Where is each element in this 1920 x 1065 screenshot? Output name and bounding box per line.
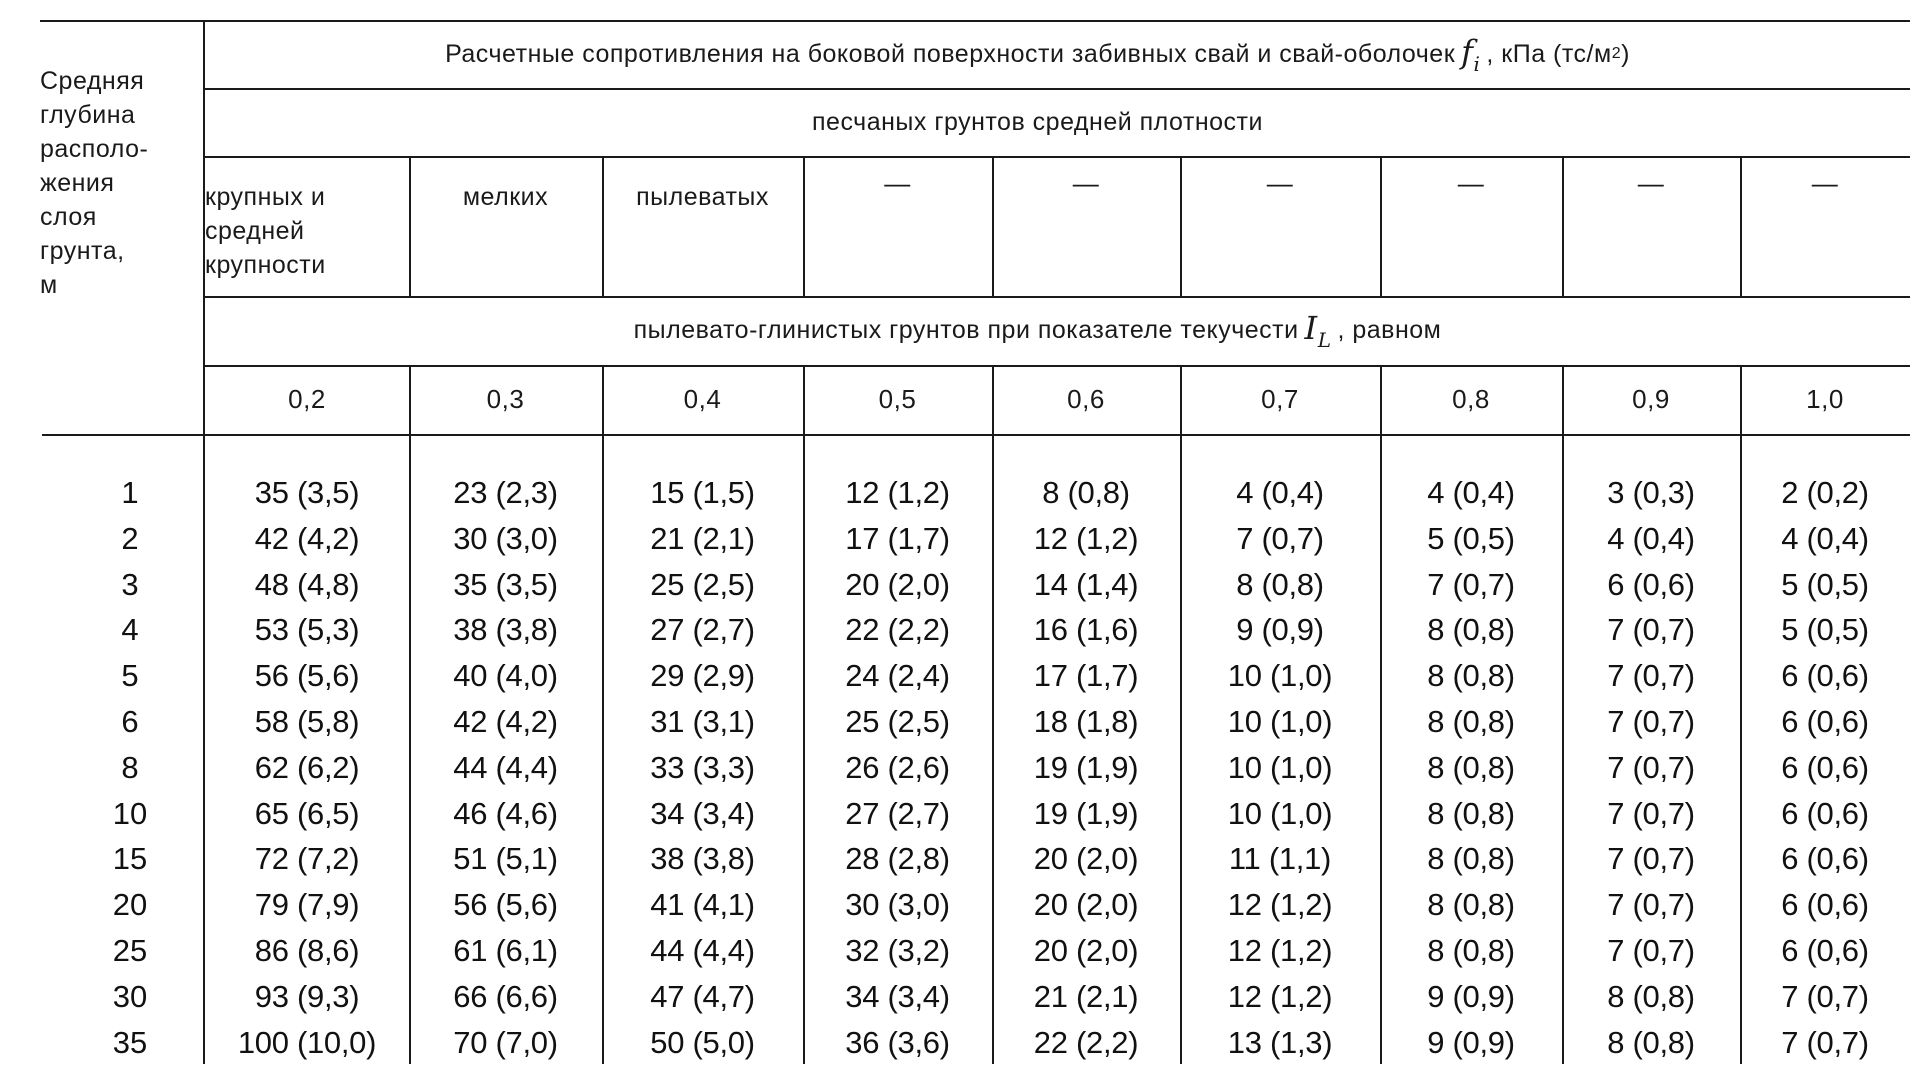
resistance-value: 35 (3,5): [254, 475, 360, 510]
sand-type-dash: —: [884, 168, 911, 198]
resistance-value: 7 (0,7): [1781, 1025, 1869, 1060]
resistance-value: 70 (7,0): [453, 1025, 558, 1060]
resistance-value: 8 (0,8): [1427, 612, 1515, 647]
resistance-value: 10 (1,0): [1227, 658, 1333, 693]
resistance-value: 7 (0,7): [1607, 887, 1695, 922]
resistance-value: 20 (2,0): [845, 567, 950, 602]
resistance-value: 25 (2,5): [650, 567, 755, 602]
sand-type-line: мелких: [462, 183, 549, 211]
resistance-value: 8 (0,8): [1427, 796, 1515, 831]
resistance-value: 16 (1,6): [1033, 612, 1139, 647]
resistance-value: 21 (2,1): [650, 521, 755, 556]
resistance-value: 7 (0,7): [1607, 612, 1695, 647]
resistance-value: 41 (4,1): [650, 887, 755, 922]
depth-cell: 10: [112, 796, 148, 831]
resistance-value: 44 (4,4): [650, 933, 755, 968]
resistance-value: 38 (3,8): [650, 841, 755, 876]
depth-cell: 15: [112, 841, 148, 876]
depth-cell: 5: [121, 658, 139, 693]
resistance-value: 30 (3,0): [845, 887, 950, 922]
resistance-value: 7 (0,7): [1607, 704, 1695, 739]
depth-cell: 1: [121, 475, 139, 510]
resistance-value: 7 (0,7): [1607, 933, 1695, 968]
resistance-value: 26 (2,6): [845, 750, 950, 785]
resistance-value: 42 (4,2): [254, 521, 360, 556]
resistance-value: 15 (1,5): [650, 475, 755, 510]
depth-cell: 30: [112, 979, 148, 1014]
f-symbol-letter: f: [1461, 32, 1474, 71]
il-value: 0,5: [878, 384, 917, 414]
il-symbol-subscript: L: [1317, 328, 1332, 352]
resistance-value: 8 (0,8): [1607, 979, 1695, 1014]
resistance-value: 40 (4,0): [453, 658, 558, 693]
stub-header: [40, 20, 203, 434]
depth-cell: 20: [112, 887, 148, 922]
resistance-value: 21 (2,1): [1033, 979, 1139, 1014]
stub-header-line: грунта,: [40, 237, 125, 265]
il-value: 0,8: [1452, 384, 1490, 414]
il-value: 0,4: [683, 384, 722, 414]
resistance-value: 10 (1,0): [1227, 796, 1333, 831]
il-value: 0,6: [1067, 384, 1105, 414]
resistance-value: 8 (0,8): [1427, 750, 1515, 785]
resistance-value: 51 (5,1): [453, 841, 558, 876]
clay-header: [205, 296, 1910, 365]
resistance-value: 50 (5,0): [650, 1025, 755, 1060]
stub-header-line: располо-: [40, 135, 149, 163]
resistance-value: 19 (1,9): [1033, 750, 1139, 785]
resistance-value: 8 (0,8): [1427, 933, 1515, 968]
resistance-value: 23 (2,3): [453, 475, 558, 510]
resistance-value: 8 (0,8): [1427, 704, 1515, 739]
resistance-value: 27 (2,7): [845, 796, 950, 831]
resistance-value: 56 (5,6): [254, 658, 360, 693]
resistance-value: 22 (2,2): [845, 612, 950, 647]
resistance-value: 7 (0,7): [1607, 750, 1695, 785]
resistance-value: 8 (0,8): [1427, 658, 1515, 693]
resistance-value: 65 (6,5): [254, 796, 360, 831]
sand-type-dash: —: [1072, 168, 1100, 198]
resistance-value: 5 (0,5): [1781, 612, 1869, 647]
stub-header-line: слоя: [40, 203, 97, 231]
f-symbol: [1461, 33, 1480, 76]
resistance-value: 8 (0,8): [1042, 475, 1130, 510]
resistance-value: 13 (1,3): [1227, 1025, 1333, 1060]
resistance-value: 46 (4,6): [453, 796, 558, 831]
main-header-text: Расчетные сопротивления на боковой поверхности забивных свай и свай-оболочек: [445, 39, 1456, 68]
resistance-value: 27 (2,7): [650, 612, 755, 647]
resistance-value: 11 (1,1): [1228, 841, 1332, 876]
resistance-value: 79 (7,9): [254, 887, 360, 922]
resistance-value: 22 (2,2): [1033, 1025, 1139, 1060]
depth-cell: 8: [121, 750, 139, 785]
resistance-value: 25 (2,5): [845, 704, 950, 739]
resistance-value: 35 (3,5): [453, 567, 558, 602]
resistance-value: 66 (6,6): [453, 979, 558, 1014]
sand-type-line: крупности: [205, 251, 326, 279]
resistance-value: 100 (10,0): [237, 1025, 377, 1060]
depth-cell: 2: [121, 521, 139, 556]
resistance-value: 4 (0,4): [1781, 521, 1869, 556]
depth-cell: 35: [112, 1025, 148, 1060]
resistance-value: 12 (1,2): [1227, 933, 1333, 968]
resistance-value: 9 (0,9): [1427, 979, 1515, 1014]
resistance-value: 6 (0,6): [1781, 887, 1869, 922]
resistance-value: 7 (0,7): [1427, 567, 1515, 602]
resistance-value: 7 (0,7): [1607, 841, 1695, 876]
stub-header-line: глубина: [40, 101, 136, 129]
resistance-value: 86 (8,6): [254, 933, 360, 968]
sand-type-dash: —: [1811, 168, 1839, 198]
resistance-value: 7 (0,7): [1607, 658, 1695, 693]
sand-type-dash: —: [1637, 168, 1665, 198]
sand-type-silty: [602, 156, 803, 296]
resistance-value: 12 (1,2): [1033, 521, 1139, 556]
il-value: 0,9: [1632, 384, 1670, 414]
resistance-value: 12 (1,2): [845, 475, 950, 510]
resistance-value: 24 (2,4): [845, 658, 950, 693]
depth-cell: 6: [121, 704, 139, 739]
resistance-value: 14 (1,4): [1033, 567, 1139, 602]
il-value: 0,2: [288, 384, 326, 414]
il-value: 0,3: [486, 384, 525, 414]
resistance-value: 72 (7,2): [254, 841, 360, 876]
stub-header-line: Средняя: [40, 67, 145, 95]
resistance-value: 17 (1,7): [845, 521, 950, 556]
resistance-value: 4 (0,4): [1236, 475, 1324, 510]
resistance-value: 8 (0,8): [1427, 841, 1515, 876]
depth-cell: 3: [121, 567, 139, 602]
resistance-value: 2 (0,2): [1781, 475, 1869, 510]
resistance-value: 61 (6,1): [453, 933, 558, 968]
resistance-value: 4 (0,4): [1607, 521, 1695, 556]
resistance-value: 38 (3,8): [453, 612, 558, 647]
resistance-value: 44 (4,4): [453, 750, 558, 785]
resistance-value: 4 (0,4): [1427, 475, 1515, 510]
resistance-value: 20 (2,0): [1033, 933, 1139, 968]
resistance-value: 6 (0,6): [1781, 658, 1869, 693]
resistance-value: 6 (0,6): [1781, 704, 1869, 739]
resistance-value: 34 (3,4): [650, 796, 755, 831]
stub-header-line: жения: [40, 169, 115, 197]
sand-type-fine: [409, 156, 602, 296]
sand-type-line: пылеватых: [636, 183, 769, 211]
resistance-value: 53 (5,3): [254, 612, 360, 647]
resistance-value: 6 (0,6): [1781, 841, 1869, 876]
il-value: 1,0: [1806, 384, 1844, 414]
resistance-value: 42 (4,2): [453, 704, 558, 739]
main-header-unit: , кПа (тс/м: [1486, 39, 1612, 68]
resistance-value: 6 (0,6): [1607, 567, 1695, 602]
resistance-value: 9 (0,9): [1236, 612, 1324, 647]
resistance-value: 33 (3,3): [650, 750, 755, 785]
stub-header-line: м: [40, 271, 58, 299]
resistance-value: 12 (1,2): [1227, 979, 1333, 1014]
rule-below-il-values: [42, 434, 1910, 436]
resistance-value: 30 (3,0): [453, 521, 558, 556]
sand-type-line: средней: [205, 217, 305, 245]
resistance-value: 6 (0,6): [1781, 933, 1869, 968]
resistance-value: 20 (2,0): [1033, 841, 1139, 876]
main-header-unit-end: ): [1621, 39, 1630, 68]
sand-type-coarse: [205, 156, 409, 296]
resistance-value: 19 (1,9): [1033, 796, 1139, 831]
resistance-value: 93 (9,3): [254, 979, 360, 1014]
resistance-value: 48 (4,8): [254, 567, 360, 602]
main-header-unit-sup: 2: [1611, 45, 1622, 62]
depth-cell: 25: [112, 933, 148, 968]
resistance-value: 28 (2,8): [845, 841, 950, 876]
il-value: 0,7: [1261, 384, 1299, 414]
clay-header-end: , равном: [1337, 316, 1442, 344]
resistance-value: 3 (0,3): [1607, 475, 1695, 510]
resistance-value: 36 (3,6): [845, 1025, 950, 1060]
sand-type-dash: —: [1457, 168, 1485, 198]
resistance-value: 18 (1,8): [1033, 704, 1139, 739]
clay-header-text: пылевато-глинистых грунтов при показателе текучести: [633, 316, 1299, 344]
il-symbol: [1305, 309, 1332, 352]
depth-cell: 4: [121, 612, 139, 647]
resistance-value: 56 (5,6): [453, 887, 558, 922]
resistance-value: 29 (2,9): [650, 658, 755, 693]
resistance-value: 8 (0,8): [1427, 887, 1515, 922]
resistance-value: 31 (3,1): [650, 704, 755, 739]
f-symbol-subscript: i: [1473, 51, 1481, 76]
resistance-value: 7 (0,7): [1607, 796, 1695, 831]
main-header: [205, 20, 1910, 88]
resistance-value: 47 (4,7): [650, 979, 755, 1014]
resistance-value: 20 (2,0): [1033, 887, 1139, 922]
resistance-value: 8 (0,8): [1236, 567, 1324, 602]
sand-header: песчаных грунтов средней плотности: [812, 107, 1263, 136]
resistance-value: 9 (0,9): [1427, 1025, 1515, 1060]
resistance-value: 6 (0,6): [1781, 796, 1869, 831]
resistance-value: 7 (0,7): [1781, 979, 1869, 1014]
sand-type-dash: —: [1266, 168, 1294, 198]
resistance-value: 62 (6,2): [254, 750, 360, 785]
resistance-value: 32 (3,2): [845, 933, 950, 968]
resistance-value: 12 (1,2): [1227, 887, 1333, 922]
resistance-table: [20, 0, 1910, 1064]
il-symbol-letter: I: [1304, 309, 1318, 347]
resistance-value: 10 (1,0): [1227, 750, 1333, 785]
resistance-value: 58 (5,8): [254, 704, 360, 739]
resistance-value: 5 (0,5): [1427, 521, 1515, 556]
resistance-value: 8 (0,8): [1607, 1025, 1695, 1060]
resistance-value: 6 (0,6): [1781, 750, 1869, 785]
resistance-value: 10 (1,0): [1227, 704, 1333, 739]
resistance-value: 34 (3,4): [845, 979, 950, 1014]
resistance-value: 5 (0,5): [1781, 567, 1869, 602]
sand-type-line: крупных и: [205, 183, 326, 211]
resistance-value: 17 (1,7): [1033, 658, 1139, 693]
resistance-value: 7 (0,7): [1236, 521, 1324, 556]
